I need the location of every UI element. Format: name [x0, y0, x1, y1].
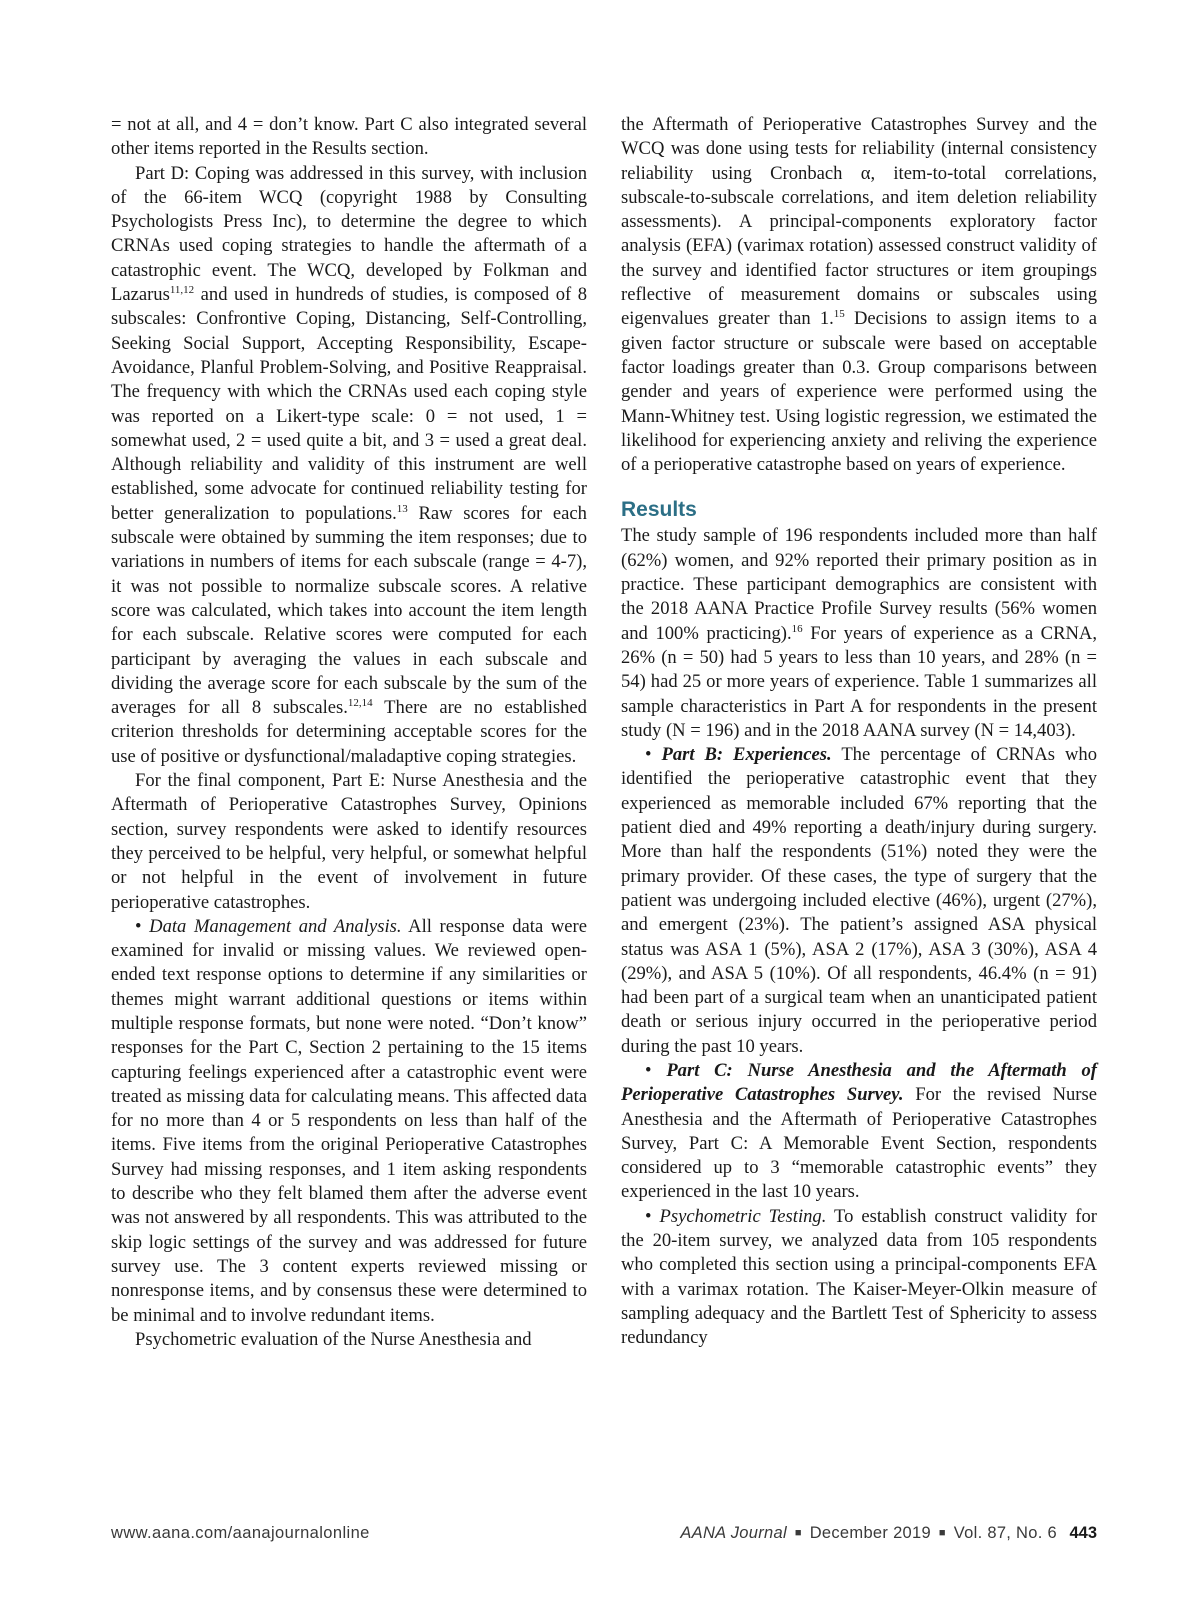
issue-date: December 2019 [809, 1524, 931, 1542]
paragraph-part-b: • Part B: Experiences. The percentage of CRNAs who identified the perioperative catastrophic event that they experienced as memorable included 67% reporting that the patient died and 49% reporting a death/injury during surgery. More than half the respondents (51%) noted they were the primary provider. Of these cases, the type of surgery that the patient was undergoing included elective (46%), urgent (27%), and emergent (23%). The patient’s assigned ASA physical status was ASA 1 (5%), ASA 2 (17%), ASA 3 (30%), ASA 4 (29%), and ASA 5 (10%). Of all respondents, 46.4% (n = 91) had been part of a surgical team when an unanticipated patient death or serious injury occurred in the perioperative period during the past 10 years. [621, 744, 1097, 1057]
citation-ref: 16 [791, 622, 803, 635]
citation-ref: 11,12 [169, 284, 195, 297]
paragraph: = not at all, and 4 = don’t know. Part C also integrated several other items reported in the Results section. [111, 114, 587, 160]
left-column [111, 113, 587, 1352]
bullet: • [645, 744, 662, 766]
paragraph-psychometric-eval: Psychometric evaluation of the Nurse Anesthesia and [135, 1328, 532, 1350]
citation-ref: 15 [833, 308, 845, 321]
page-footer [111, 1524, 1097, 1548]
section-heading-results: Results [621, 498, 697, 522]
paragraph-psychometric-testing: • Psychometric Testing. To establish construct validity for the 20-item survey, we analyzed data from 105 respondents who completed this section using a principal-components EFA with a varimax rotation. The Kaiser-Meyer-Olkin measure of sampling adequacy and the Bartlett Test of Sphericity to assess redundancy [621, 1205, 1097, 1349]
citation-ref: 12,14 [347, 697, 373, 710]
separator-square: ■ [938, 1527, 946, 1539]
separator-square: ■ [794, 1527, 802, 1539]
paragraph-part-e: For the final component, Part E: Nurse Anesthesia and the Aftermath of Perioperative Catastrophes Survey, Opinions section, survey respondents were asked to identify resources they perceived to be helpful, very helpful, or somewhat helpful or not helpful in the event of involvement in future perioperative catastrophes. [111, 770, 587, 913]
run-in-heading: Part C: Nurse Anesthesia and the Aftermath of Perioperative Catastrophes Survey. [621, 1059, 1097, 1106]
paragraph-coping: Part D: Coping was addressed in this survey, with inclusion of the 66-item WCQ (copyright 1988 by Consulting Psychologists Press Inc), to determine the degree to which CRNAs used coping strategies to handle the aftermath of a catastrophic event. The WCQ, developed by Folkman and Lazarus$^{11,12}$ and used in hundreds of studies, is composed of 8 subscales: Confrontive Coping, Distancing, Self-Controlling, Seeking Social Support, Accepting Responsibility, Escape-Avoidance, Planful Problem-Solving, and Positive Reappraisal. The frequency with which the CRNAs used each coping style was reported on a Likert-type scale: 0 = not used, 1 = somewhat used, 2 = used quite a bit, and 3 = used a great deal. Although reliability and validity of this instrument are well established, some advocate for continued reliability testing for better generalization to populations.$^{13}$ Raw scores for each subscale were obtained by summing the item responses; due to variations in numbers of items for each subscale (range = 4-7), it was not possible to normalize subscale scores. A relative score was calculated, which takes into account the item length for each subscale. Relative scores were computed for each participant by averaging the values in each subscale and dividing the average score for each subscale by the sum of the averages for all 8 subscales.$^{12,14}$ There are no established criterion thresholds for determining acceptable scores for the use of positive or dysfunctional/maladaptive coping strategies. [111, 162, 587, 767]
paragraph-part-c: • Part C: Nurse Anesthesia and the Aftermath of Perioperative Catastrophes Survey. For the revised Nurse Anesthesia and the Aftermath of Perioperative Catastrophes Survey, Part C: A Memorable Event Section, respondents considered up to 3 “memorable catastrophic events” they experienced in the last 10 years. [621, 1059, 1097, 1203]
page-number: 443 [1069, 1524, 1097, 1542]
paragraph-sample: The study sample of 196 respondents included more than half (62%) women, and 92% reported their primary position as in practice. These participant demographics are consistent with the 2018 AANA Practice Profile Survey results (56% women and 100% practicing).$^{16}$ For years of experience as a CRNA, 26% (n = 50) had 5 years to less than 10 years, and 28% (n = 54) had 25 or more years of experience. Table 1 summarizes all sample characteristics in Part A for respondents in the present study (N = 196) and in the 2018 AANA survey (N = 14,403). [621, 525, 1097, 741]
run-in-heading: Part B: Experiences. [661, 744, 832, 766]
right-column [621, 113, 1097, 1351]
paragraph-data-management: • Data Management and Analysis. All response data were examined for invalid or missing values. We reviewed open-ended text response options to determine if any similarities or themes might warrant additional questions or items within multiple response formats, but none were noted. “Don’t know” responses for the Part C, Section 2 pertaining to the 15 items capturing feelings experienced after a catastrophic event were treated as missing data for calculating means. This affected data for no more than 4 or 5 respondents on less than half of the items. Five items from the original Perioperative Catastrophes Survey had missing responses, and 1 item asking respondents to describe who they felt blamed them after the adverse event was not answered by all respondents. This was attributed to the skip logic settings of the survey and was addressed for future survey use. The 3 content experts reviewed missing or nonresponse items, and by consensus these were determined to be minimal and to involve redundant items. [111, 915, 587, 1326]
bullet: • [645, 1059, 667, 1081]
journal-name: AANA Journal [680, 1524, 787, 1542]
journal-url[interactable]: www.aana.com/aanajournalonline [111, 1524, 370, 1542]
citation-ref: 13 [396, 502, 408, 515]
volume-issue: Vol. 87, No. 6 [953, 1524, 1057, 1542]
journal-citation [680, 1524, 1057, 1543]
paragraph-reliability: the Aftermath of Perioperative Catastrophes Survey and the WCQ was done using tests for reliability (internal consistency reliability using Cronbach α, item-to-total correlations, subscale-to-subscale correlations, and item deletion reliability assessments). A principal-components exploratory factor analysis (EFA) (varimax rotation) assessed construct validity of the survey and identified factor structures or item groupings reflective of measurement domains or subscales using eigenvalues greater than 1.15 Decisions to assign items to a given factor structure or subscale were based on acceptable factor loadings greater than 0.3. Group comparisons between gender and years of experience were performed using the Mann-Whitney test. Using logistic regression, we estimated the likelihood for experiencing anxiety and reliving the experience of a perioperative catastrophe based on years of experience. [621, 114, 1097, 476]
run-in-heading: Psychometric Testing. [659, 1205, 827, 1227]
bullet: • [135, 915, 150, 937]
run-in-heading: Data Management and Analysis. [149, 915, 402, 937]
bullet: • [645, 1205, 660, 1227]
